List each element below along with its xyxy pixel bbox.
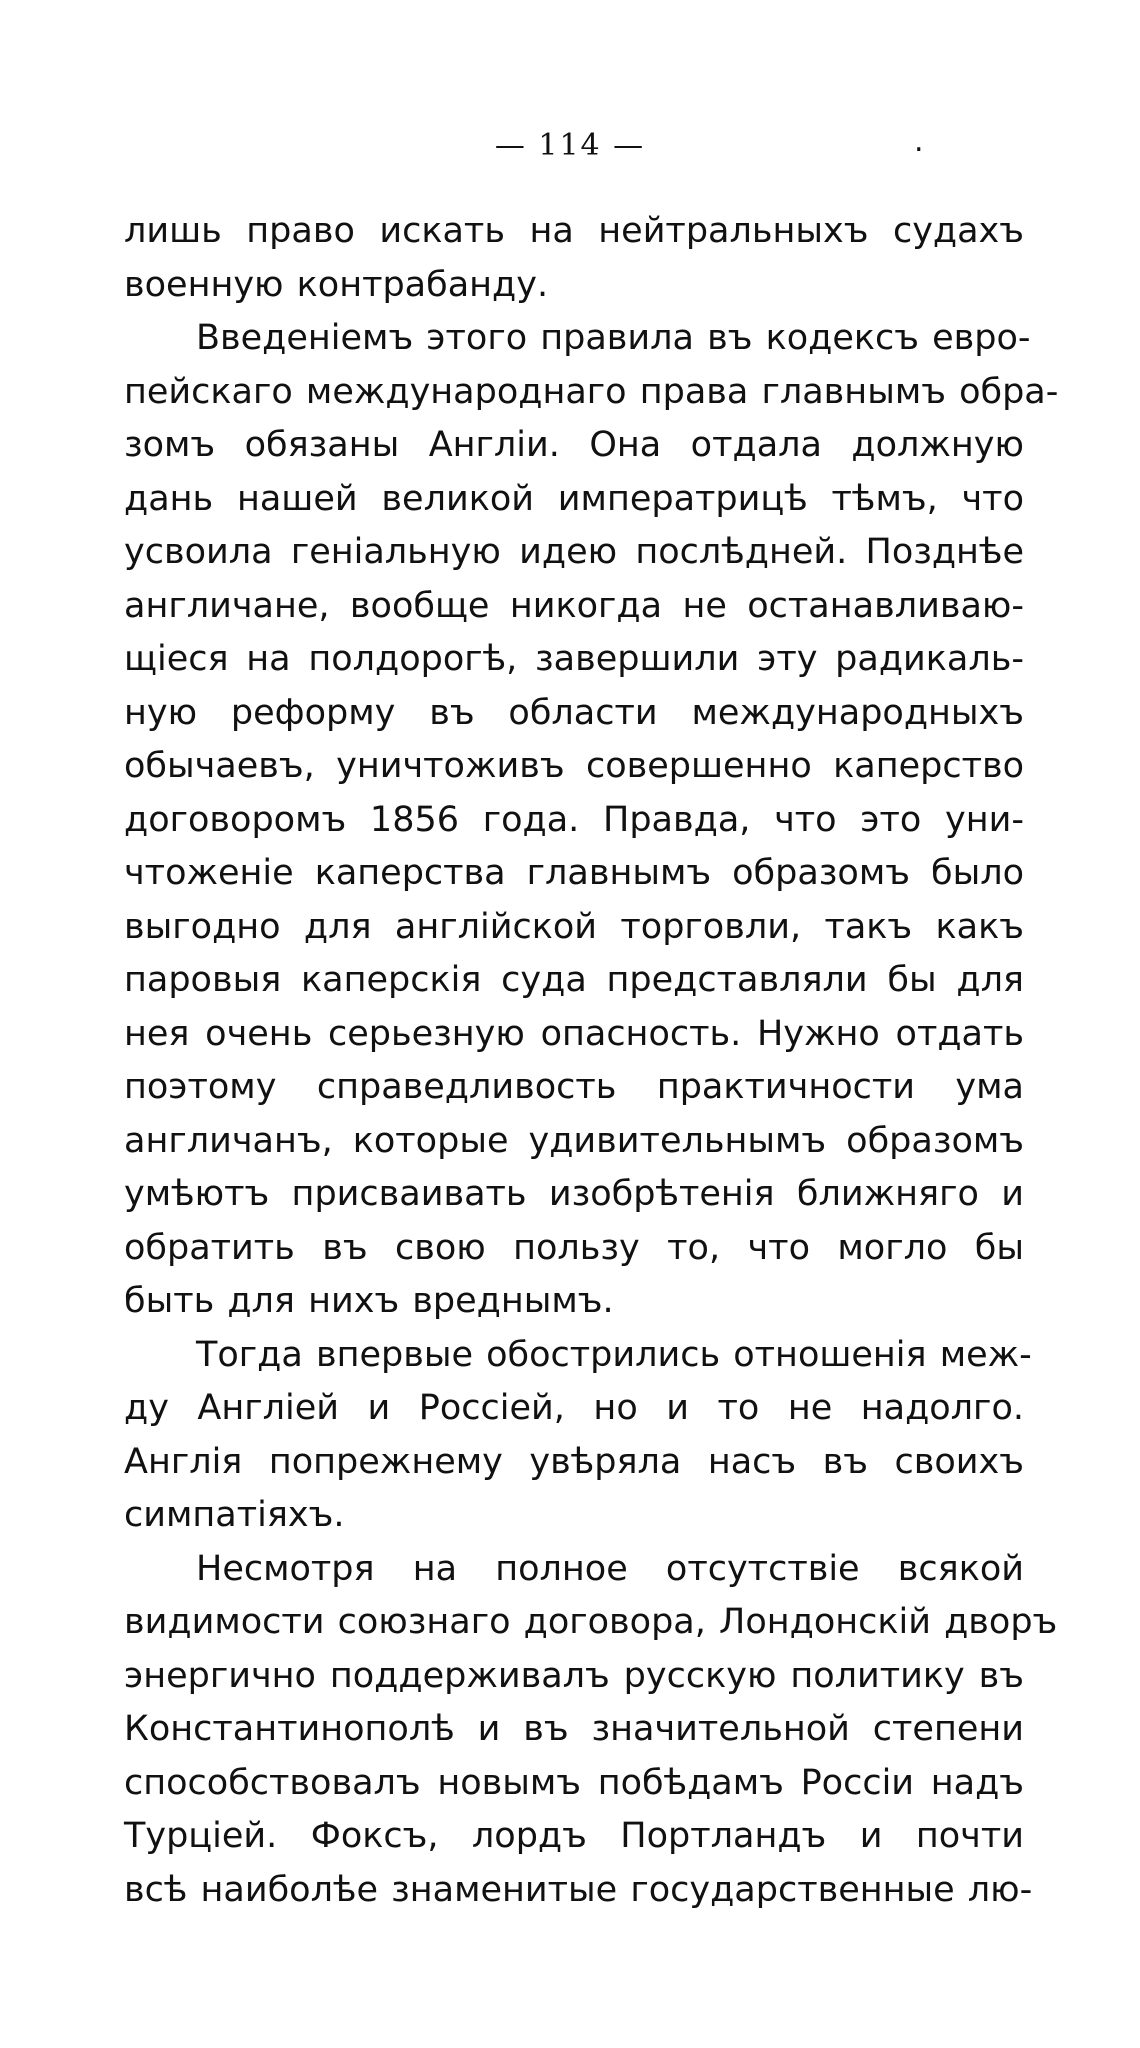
text-line: договоромъ 1856 года. Правда, что это уни-: [124, 799, 1024, 840]
text-line: обычаевъ, уничтоживъ совершенно каперство: [124, 746, 1024, 786]
text-line: паровыя каперскія суда представляли бы для: [124, 960, 1024, 1000]
page-mark: .: [914, 124, 924, 159]
text-line: англичане, вообще никогда не останавливаю-: [124, 585, 1024, 626]
body-text: [124, 205, 1059, 1917]
text-line: нея очень серьезную опасность. Нужно отдать: [124, 1013, 1024, 1054]
text-line: англичанъ, которые удивительнымъ образомъ: [124, 1120, 1024, 1161]
text-line: Тогда впервые обострились отношенія меж-: [196, 1334, 1032, 1375]
text-line: умѣютъ присваивать изобрѣтенія ближняго и: [124, 1174, 1024, 1214]
text-line: ную реформу въ области международныхъ: [124, 692, 1024, 733]
text-line: усвоила геніальную идею послѣдней. Позднѣе: [124, 532, 1024, 572]
text-line: щіеся на полдорогѣ, завершили эту радикаль-: [124, 639, 1024, 679]
text-line: выгодно для англійской торговли, такъ какъ: [124, 906, 1024, 947]
text-line: Турціей. Фоксъ, лордъ Портландъ и почти: [124, 1816, 1024, 1856]
text-line: Несмотря на полное отсутствіе всякой: [196, 1548, 1024, 1589]
text-line: энергично поддерживалъ русскую политику въ: [124, 1655, 1024, 1696]
text-line: симпатіяхъ.: [124, 1495, 345, 1535]
text-line: Константинополѣ и въ значительной степени: [124, 1709, 1024, 1749]
text-line: Введеніемъ этого правила въ кодексъ евро-: [196, 318, 1031, 358]
text-line: Англія попрежнему увѣряла насъ въ своихъ: [124, 1441, 1024, 1482]
text-line: видимости союзнаго договора, Лондонскій дворъ: [124, 1602, 1058, 1642]
text-line: способствовалъ новымъ побѣдамъ Россіи надъ: [124, 1762, 1024, 1803]
text-line: ду Англіей и Россіей, но и то не надолго.: [124, 1388, 1024, 1428]
page-number: — 114 —: [494, 128, 646, 163]
text-line: дань нашей великой императрицѣ тѣмъ, что: [124, 478, 1024, 519]
text-line: лишь право искать на нейтральныхъ судахъ: [124, 211, 1024, 251]
text-line: военную контрабанду.: [124, 264, 549, 305]
text-line: всѣ наиболѣе знаменитые государственные лю-: [124, 1869, 1033, 1910]
text-line: быть для нихъ вреднымъ.: [124, 1281, 614, 1321]
text-line: зомъ обязаны Англіи. Она отдала должную: [124, 425, 1024, 465]
text-line: чтоженіе каперства главнымъ образомъ было: [124, 853, 1024, 893]
text-line: обратить въ свою пользу то, что могло бы: [124, 1227, 1024, 1268]
text-line: поэтому справедливость практичности ума: [124, 1067, 1024, 1107]
text-line: пейскаго международнаго права главнымъ обра-: [124, 371, 1059, 412]
